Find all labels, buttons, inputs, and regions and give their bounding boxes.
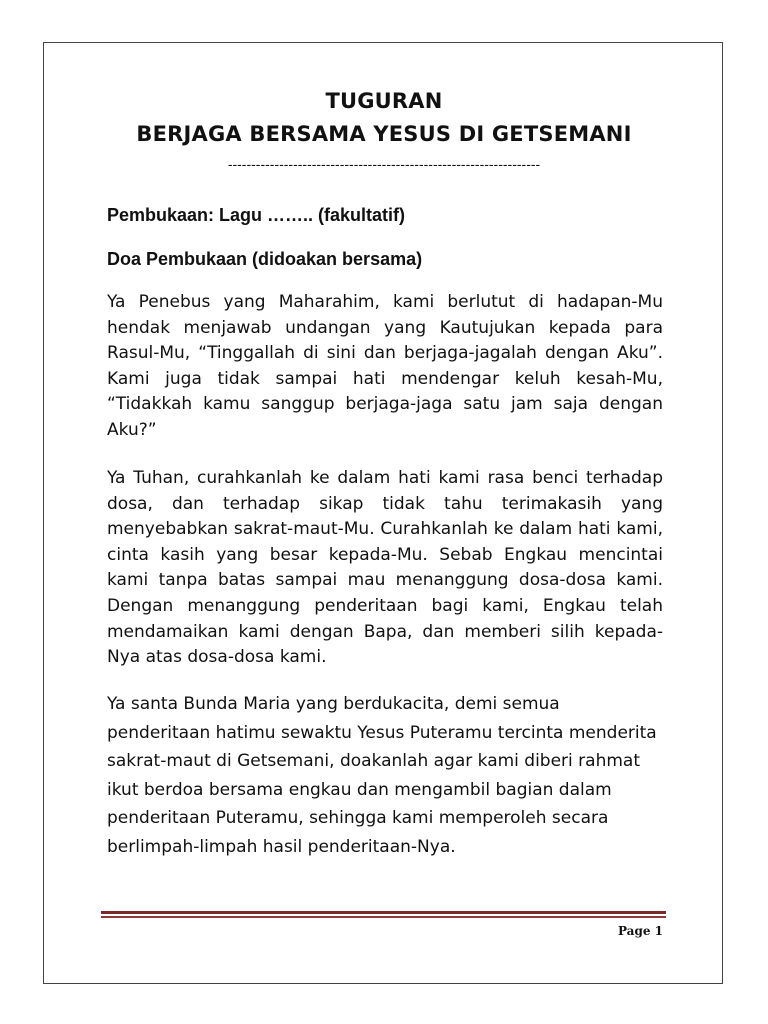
footer-rule-thin [101, 916, 666, 918]
document-subtitle: BERJAGA BERSAMA YESUS DI GETSEMANI [136, 122, 632, 146]
page-number: Page 1 [617, 924, 663, 938]
opening-heading: Pembukaan: Lagu …….. (fakultatif) [107, 205, 406, 225]
prayer-heading: Doa Pembukaan (didoakan bersama) [107, 249, 423, 269]
prayer-paragraph-2: Ya Tuhan, curahkanlah ke dalam hati kami rasa benci terhadap dosa, dan terhadap sikap tidak tahu terimakasih yang menyebabkan sakrat-maut-Mu. Curahkanlah ke dalam hati kami, cinta kasih yang besar kepada-Mu. Sebab Engkau mencintai kami tanpa batas sampai mau menanggung dosa-dosa kami. Dengan menanggung penderitaan bagi kami, Engkau telah mendamaikan kami dengan Bapa, dan memberi silih kepada-Nya atas dosa-dosa kami. [107, 468, 663, 668]
title-separator: ------------------------------------------------------------------- [227, 156, 541, 172]
prayer-paragraph-3: Ya santa Bunda Maria yang berdukacita, demi semua penderitaan hatimu sewaktu Yesus Puteramu tercinta menderita sakrat-maut di Getsemani, doakanlah agar kami diberi rahmat ikut berdoa bersama engkau dan mengambil bagian dalam penderitaan Puteramu, sehingga kami memperoleh secara berlimpah-limpah hasil penderitaan-Nya. [107, 694, 657, 857]
prayer-paragraph-1: Ya Penebus yang Maharahim, kami berlutut di hadapan-Mu hendak menjawab undangan yang Kautujukan kepada para Rasul-Mu, “Tinggallah di sini dan berjaga-jagalah dengan Aku”. Kami juga tidak sampai hati mendengar keluh kesah-Mu, “Tidakkah kamu sanggup berjaga-jaga satu jam saja dengan Aku?” [107, 292, 663, 440]
document-title: TUGURAN [325, 89, 443, 113]
footer-rule-thick [101, 911, 666, 914]
